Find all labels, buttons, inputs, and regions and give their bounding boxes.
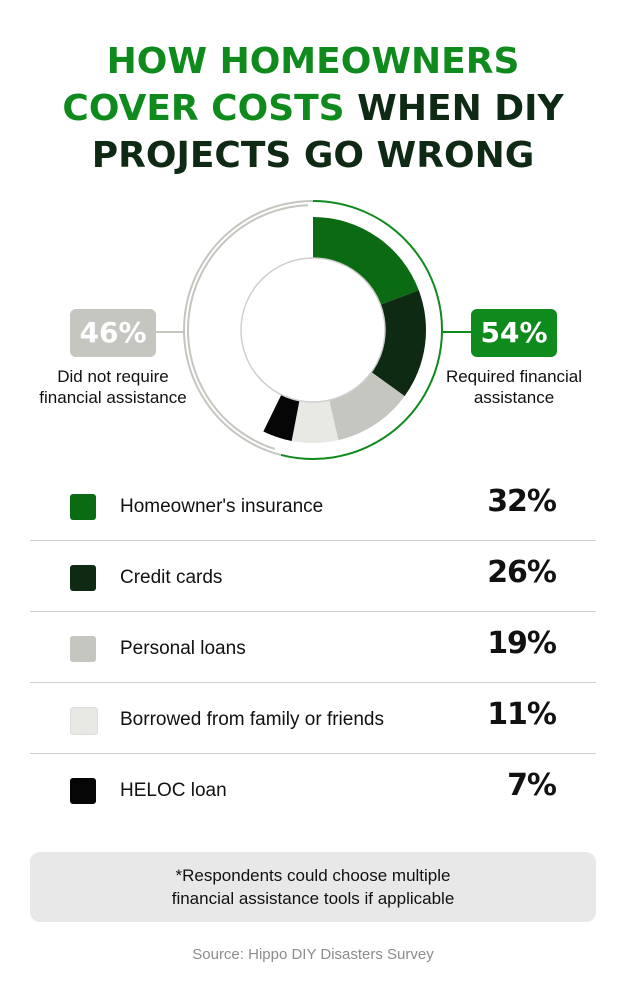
legend-value: 11% — [487, 697, 556, 732]
legend-label: Borrowed from family or friends — [120, 709, 384, 730]
page-title — [0, 38, 626, 179]
footnote-box — [30, 852, 596, 922]
legend-value: 7% — [507, 768, 556, 803]
title-line-2-dark: WHEN DIY — [344, 88, 564, 129]
footnote-line-2: financial assistance tools if applicable — [171, 889, 455, 908]
title-line-1: HOW HOMEOWNERS — [106, 41, 520, 82]
legend-swatch — [70, 565, 96, 591]
legend-row — [30, 683, 596, 754]
donut-slice — [313, 217, 419, 305]
legend-label: Personal loans — [120, 638, 246, 659]
legend-row — [30, 541, 596, 612]
required-label — [424, 366, 604, 408]
footnote-line-1: *Respondents could choose multiple — [175, 866, 451, 885]
legend-value: 32% — [487, 484, 556, 519]
legend-swatch — [70, 494, 96, 520]
title-line-2-green: COVER COSTS — [62, 88, 345, 129]
donut-inner-outline — [241, 258, 385, 402]
title-line-3: PROJECTS GO WRONG — [91, 135, 535, 176]
legend-row — [30, 754, 596, 824]
not-required-label — [23, 366, 203, 408]
legend-value: 26% — [487, 555, 556, 590]
legend-swatch — [70, 636, 96, 662]
legend-list — [30, 470, 596, 824]
legend-label: HELOC loan — [120, 780, 227, 801]
not-required-label-line-2: financial assistance — [39, 388, 187, 407]
legend-swatch — [70, 778, 96, 804]
legend-value: 19% — [487, 626, 556, 661]
required-label-line-2: assistance — [473, 388, 555, 407]
not-required-percent-badge: 46% — [70, 309, 156, 357]
footnote-text — [172, 864, 455, 910]
source-credit: Source: Hippo DIY Disasters Survey — [192, 946, 434, 963]
required-percent-badge: 54% — [471, 309, 557, 357]
legend-label: Credit cards — [120, 567, 223, 588]
legend-swatch — [70, 707, 98, 735]
legend-label: Homeowner's insurance — [120, 496, 324, 517]
legend-row — [30, 612, 596, 683]
not-required-label-line-1: Did not require — [57, 367, 169, 386]
donut-slices — [241, 217, 426, 443]
legend-row — [30, 470, 596, 541]
title-line-2 — [62, 88, 563, 129]
required-label-line-1: Required financial — [445, 367, 583, 386]
